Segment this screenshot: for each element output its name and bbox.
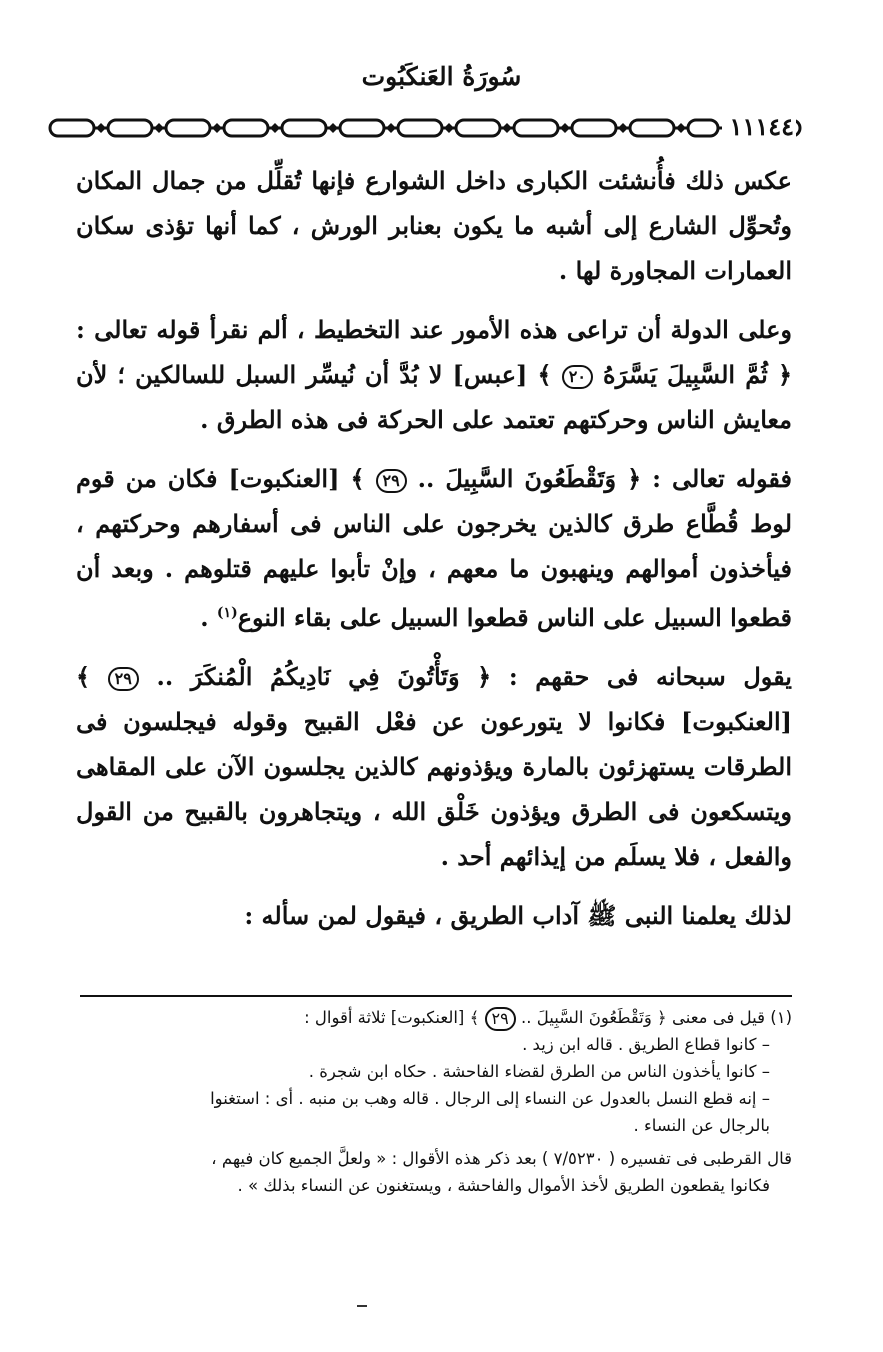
paragraph-text: [العنكبوت] فكانوا لا يتورعون عن فعْل القبيح وقوله فيجلسون فى الطرقات يستهزئون بالمارة ويؤذونهم كالذين يجلسون الآن على المقاهى ويتسكعون فى الطرق ويؤذون خَلْق الله ، ويتجاهرون بالقبيح من القول والفعل ، فلا يسلَم من إيذائهم أحد . <box>76 707 792 871</box>
quran-verse: ﴿ وَتَقْطَعُونَ السَّبِيلَ .. <box>520 1008 667 1027</box>
footnote-text: [العنكبوت] ثلاثة أقوال : <box>304 1008 465 1027</box>
paragraph-text: . <box>200 603 217 632</box>
quran-verse: ﴿ وَتَأْتُونَ فِي نَادِيكُمُ الْمُنكَرَ .. <box>156 662 492 691</box>
quran-bracket: ﴾ <box>537 360 552 389</box>
footnote-item: – كانوا يأخذون الناس من الطرق لقضاء الفاحشة . حكاه ابن شجرة . <box>308 1062 770 1081</box>
footer-mark <box>357 1305 367 1307</box>
quran-verse: ﴿ وَتَقْطَعُونَ السَّبِيلَ .. <box>417 464 642 493</box>
paragraph-text: فقوله تعالى : <box>652 464 793 493</box>
footnote-quote: فكانوا يقطعون الطريق لأخذ الأموال والفاحشة ، ويستغنون عن النساء بذلك » . <box>237 1176 770 1195</box>
paragraph-text: يقول سبحانه فى حقهم : <box>508 662 792 691</box>
page-number: ١١١٤٤ <box>722 112 796 141</box>
quran-bracket: ﴾ <box>76 662 91 691</box>
footnotes <box>80 1004 792 1199</box>
footnote-divider <box>80 995 792 997</box>
quran-bracket: ﴾ <box>469 1008 480 1027</box>
footnote-item: – إنه قطع النسل بالعدول عن النساء إلى الرجال . قاله وهب بن منبه . أى : استغنوا <box>210 1089 770 1108</box>
quran-bracket: ﴾ <box>350 464 365 493</box>
paragraph-text: لذلك يعلمنا النبى ﷺ آداب الطريق ، فيقول لمن سأله : <box>244 901 792 930</box>
footnote-item-continuation: بالرجال عن النساء . <box>633 1116 770 1135</box>
paragraph-text: [عبس] لا بُدَّ أن نُيسِّر السبل للسالكين ؛ لأن معايش الناس وحركتهم تعتمد على الحركة فى هذه الطرق . <box>76 360 792 434</box>
paragraph-text: عكس ذلك فأُنشئت الكبارى داخل الشوارع فإنها تُقلِّل من جمال المكان وتُحوِّل الشارع إلى أشبه ما يكون بعنابر الورش ، كما أنها تؤذى سكان العمارات المجاورة لها . <box>76 166 792 285</box>
footnote-item: – كانوا قطاع الطريق . قاله ابن زيد . <box>522 1035 770 1054</box>
paragraph <box>76 654 792 879</box>
paragraph-text: [العنكبوت] فكان من قوم لوط قُطَّاع طرق كالذين يخرجون على الناس فى أسفارهم وحركتهم ، فيأخذون أموالهم وينهبون ما معهم ، وإنْ تأبوا عليهم قتلوهم . وبعد أن قطعوا السبيل على الناس قطعوا السبيل على بقاء النوع <box>76 464 793 632</box>
ayah-number: ٢٩ <box>108 667 139 691</box>
paragraph <box>76 158 792 293</box>
footnote-text: (١) قيل فى معنى <box>671 1008 792 1027</box>
ayah-number: ٢٠ <box>562 365 593 389</box>
quran-verse: ﴿ ثُمَّ السَّبِيلَ يَسَّرَهُ <box>603 360 793 389</box>
surah-title: سُورَةُ العَنكَبُوت <box>361 62 522 91</box>
ayah-number: ٢٩ <box>485 1007 516 1031</box>
paragraph <box>76 456 792 640</box>
footnote-quote: قال القرطبى فى تفسيره ( ٧/٥٢٣٠ ) بعد ذكر هذه الأقوال : « ولعلَّ الجميع كان فيهم ، <box>211 1149 792 1168</box>
footnote-reference[interactable]: (١) <box>216 605 238 621</box>
paragraph <box>76 307 792 442</box>
ornamental-border-band <box>46 114 803 142</box>
footnote-line <box>80 1004 792 1031</box>
paragraph <box>76 893 792 938</box>
ayah-number: ٢٩ <box>376 469 407 493</box>
paragraph-text: وعلى الدولة أن تراعى هذه الأمور عند التخطيط ، ألم نقرأ قوله تعالى : <box>76 315 792 344</box>
main-text <box>76 158 792 938</box>
